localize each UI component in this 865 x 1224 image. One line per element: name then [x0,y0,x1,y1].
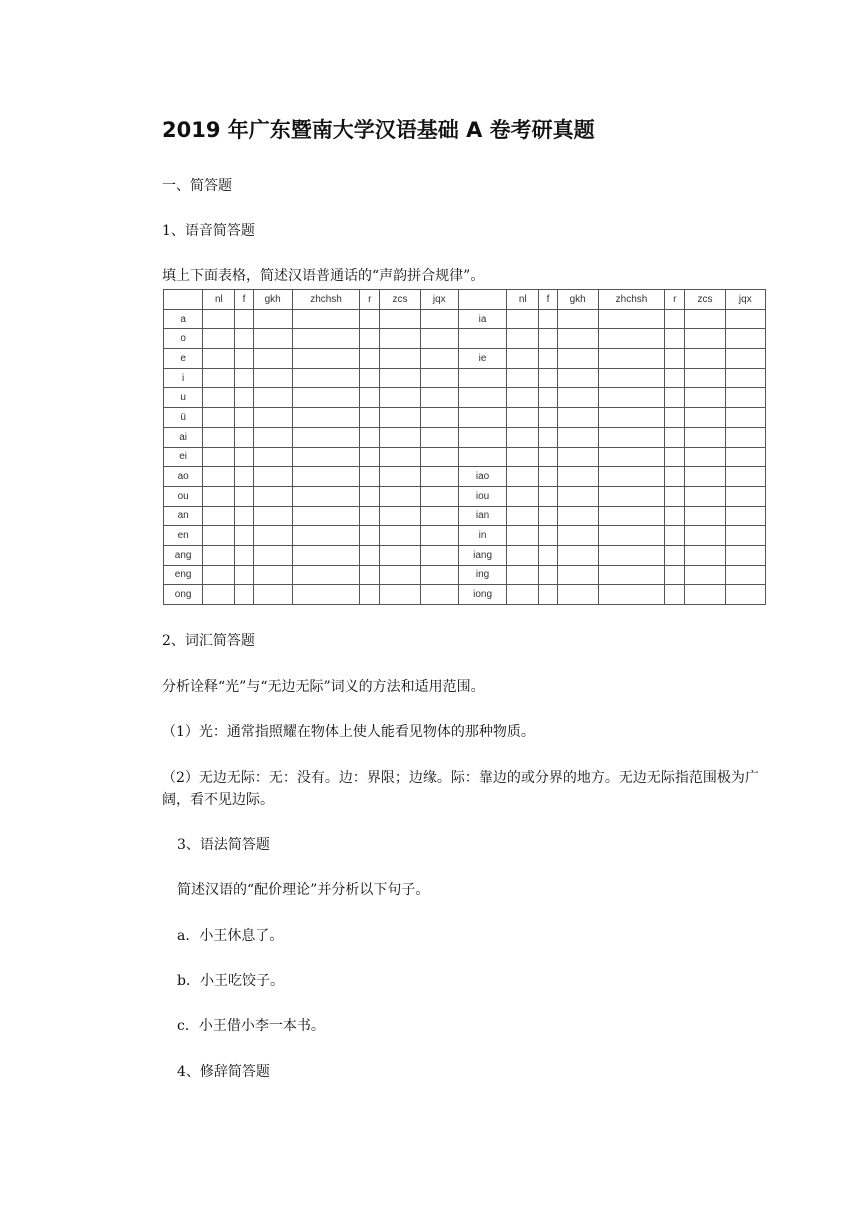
blank-cell [557,545,598,565]
blank-cell [360,388,380,408]
blank-cell [360,447,380,467]
header-initial-cell: zcs [685,290,725,310]
blank-cell [539,506,557,526]
final-label-cell: ing [458,565,506,585]
blank-cell [420,388,458,408]
table-row [164,368,766,388]
blank-cell [557,447,598,467]
header-corner-cell [164,290,203,310]
blank-cell [360,545,380,565]
blank-cell [539,427,557,447]
blank-cell [203,506,235,526]
blank-cell [557,309,598,329]
blank-cell [360,467,380,487]
blank-cell [557,368,598,388]
blank-cell [557,506,598,526]
blank-cell [598,349,664,369]
table-row [164,427,766,447]
blank-cell [292,329,359,349]
blank-cell [685,585,725,605]
question3-heading: 3、语法简答题 [177,837,270,853]
blank-cell [203,486,235,506]
page-title: 2019 年广东暨南大学汉语基础 A 卷考研真题 [162,118,595,142]
blank-cell [292,388,359,408]
blank-cell [203,467,235,487]
final-label-cell: a [164,309,203,329]
table-row [164,329,766,349]
final-label-cell: ia [458,309,506,329]
blank-cell [203,565,235,585]
question1-instruction: 填上下面表格，简述汉语普通话的“声韵拼合规律”。 [162,268,485,284]
blank-cell [360,585,380,605]
blank-cell [685,349,725,369]
final-label-cell: ong [164,585,203,605]
blank-cell [507,349,539,369]
final-label-cell: e [164,349,203,369]
blank-cell [360,526,380,546]
blank-cell [420,565,458,585]
table-row [164,388,766,408]
header-initial-cell: r [360,290,380,310]
sentence-c: c．小王借小李一本书。 [177,1018,325,1034]
blank-cell [539,467,557,487]
blank-cell [598,526,664,546]
blank-cell [598,408,664,428]
table-row [164,486,766,506]
blank-cell [598,427,664,447]
header-initial-cell: nl [507,290,539,310]
blank-cell [539,329,557,349]
blank-cell [725,486,765,506]
blank-cell [725,368,765,388]
blank-cell [665,526,685,546]
blank-cell [380,427,420,447]
final-label-cell: ie [458,349,506,369]
blank-cell [539,388,557,408]
blank-cell [360,565,380,585]
blank-cell [235,447,253,467]
blank-cell [507,427,539,447]
blank-cell [235,467,253,487]
blank-cell [685,408,725,428]
blank-cell [235,388,253,408]
question2-item1: （1）光：通常指照耀在物体上使人能看见物体的那种物质。 [162,724,535,740]
table-row [164,447,766,467]
blank-cell [507,388,539,408]
blank-cell [665,447,685,467]
final-label-cell: ang [164,545,203,565]
blank-cell [598,388,664,408]
blank-cell [253,585,292,605]
final-label-cell [458,447,506,467]
final-label-cell: ou [164,486,203,506]
blank-cell [725,467,765,487]
table-row [164,408,766,428]
blank-cell [203,349,235,369]
final-label-cell [458,368,506,388]
blank-cell [380,349,420,369]
header-initial-cell: zhchsh [292,290,359,310]
header-initial-cell: jqx [725,290,765,310]
blank-cell [725,408,765,428]
blank-cell [235,545,253,565]
blank-cell [539,545,557,565]
blank-cell [557,526,598,546]
final-label-cell: i [164,368,203,388]
header-initial-cell: gkh [253,290,292,310]
blank-cell [420,427,458,447]
final-label-cell: ian [458,506,506,526]
question4-heading: 4、修辞简答题 [177,1064,270,1080]
blank-cell [253,506,292,526]
blank-cell [685,368,725,388]
blank-cell [598,506,664,526]
blank-cell [380,545,420,565]
header-initial-cell: nl [203,290,235,310]
blank-cell [292,486,359,506]
blank-cell [665,565,685,585]
blank-cell [685,447,725,467]
blank-cell [539,447,557,467]
blank-cell [557,329,598,349]
header-initial-cell: zhchsh [598,290,664,310]
blank-cell [380,309,420,329]
blank-cell [539,486,557,506]
blank-cell [539,368,557,388]
blank-cell [665,388,685,408]
blank-cell [203,526,235,546]
final-label-cell [458,388,506,408]
blank-cell [539,408,557,428]
blank-cell [598,486,664,506]
header-initial-cell: zcs [380,290,420,310]
blank-cell [685,467,725,487]
blank-cell [557,408,598,428]
blank-cell [420,349,458,369]
blank-cell [420,526,458,546]
blank-cell [665,506,685,526]
blank-cell [292,349,359,369]
blank-cell [557,349,598,369]
final-label-cell [458,427,506,447]
table-row [164,309,766,329]
final-label-cell: o [164,329,203,349]
blank-cell [420,486,458,506]
final-label-cell: ao [164,467,203,487]
blank-cell [725,349,765,369]
blank-cell [665,545,685,565]
blank-cell [685,486,725,506]
table-header-row [164,290,766,310]
blank-cell [539,585,557,605]
blank-cell [685,565,725,585]
blank-cell [665,368,685,388]
blank-cell [725,309,765,329]
blank-cell [292,447,359,467]
blank-cell [292,309,359,329]
blank-cell [292,585,359,605]
blank-cell [253,349,292,369]
blank-cell [292,526,359,546]
blank-cell [420,309,458,329]
blank-cell [360,408,380,428]
table-row [164,565,766,585]
blank-cell [507,486,539,506]
blank-cell [380,486,420,506]
blank-cell [598,368,664,388]
blank-cell [420,506,458,526]
blank-cell [725,427,765,447]
blank-cell [598,565,664,585]
blank-cell [557,427,598,447]
final-label-cell: iong [458,585,506,605]
table-row [164,585,766,605]
blank-cell [360,329,380,349]
blank-cell [685,309,725,329]
blank-cell [420,545,458,565]
final-label-cell: en [164,526,203,546]
blank-cell [725,447,765,467]
blank-cell [253,368,292,388]
blank-cell [235,349,253,369]
table-row [164,545,766,565]
blank-cell [253,329,292,349]
final-label-cell: an [164,506,203,526]
blank-cell [725,565,765,585]
blank-cell [665,329,685,349]
blank-cell [557,565,598,585]
blank-cell [380,329,420,349]
blank-cell [292,368,359,388]
blank-cell [420,329,458,349]
blank-cell [725,585,765,605]
blank-cell [598,585,664,605]
blank-cell [557,585,598,605]
blank-cell [665,585,685,605]
blank-cell [507,467,539,487]
table-row [164,506,766,526]
blank-cell [685,329,725,349]
table-row [164,467,766,487]
blank-cell [253,467,292,487]
section-heading: 一、简答题 [162,178,232,194]
blank-cell [253,447,292,467]
blank-cell [685,506,725,526]
blank-cell [203,408,235,428]
blank-cell [360,309,380,329]
final-label-cell: u [164,388,203,408]
blank-cell [203,447,235,467]
blank-cell [685,526,725,546]
blank-cell [598,467,664,487]
blank-cell [665,309,685,329]
question3-instruction: 简述汉语的“配价理论”并分析以下句子。 [177,882,430,898]
blank-cell [598,447,664,467]
blank-cell [203,388,235,408]
blank-cell [292,467,359,487]
blank-cell [507,329,539,349]
blank-cell [665,486,685,506]
final-label-cell: eng [164,565,203,585]
blank-cell [725,545,765,565]
blank-cell [380,447,420,467]
blank-cell [685,427,725,447]
blank-cell [380,585,420,605]
blank-cell [507,408,539,428]
blank-cell [253,545,292,565]
blank-cell [507,526,539,546]
final-label-cell: iao [458,467,506,487]
blank-cell [507,368,539,388]
blank-cell [380,408,420,428]
phonetics-table [163,289,766,605]
blank-cell [665,467,685,487]
blank-cell [203,585,235,605]
blank-cell [235,506,253,526]
blank-cell [203,545,235,565]
blank-cell [420,585,458,605]
final-label-cell: iou [458,486,506,506]
blank-cell [292,506,359,526]
blank-cell [235,309,253,329]
blank-cell [360,427,380,447]
sentence-a: a．小王休息了。 [177,928,284,944]
final-label-cell: ai [164,427,203,447]
header-initial-cell: gkh [557,290,598,310]
blank-cell [539,526,557,546]
blank-cell [725,506,765,526]
blank-cell [725,388,765,408]
blank-cell [420,447,458,467]
blank-cell [507,506,539,526]
blank-cell [598,329,664,349]
blank-cell [360,368,380,388]
blank-cell [380,506,420,526]
question1-heading: 1、语音简答题 [162,223,255,239]
blank-cell [665,427,685,447]
blank-cell [292,545,359,565]
blank-cell [292,408,359,428]
final-label-cell: ü [164,408,203,428]
sentence-b: b．小王吃饺子。 [177,973,284,989]
blank-cell [360,486,380,506]
blank-cell [203,329,235,349]
final-label-cell [458,408,506,428]
blank-cell [292,427,359,447]
blank-cell [253,408,292,428]
table-row [164,526,766,546]
blank-cell [557,467,598,487]
blank-cell [507,565,539,585]
blank-cell [539,565,557,585]
blank-cell [380,565,420,585]
blank-cell [539,349,557,369]
header-corner-cell [458,290,506,310]
blank-cell [203,368,235,388]
blank-cell [360,506,380,526]
header-initial-cell: jqx [420,290,458,310]
blank-cell [507,585,539,605]
blank-cell [685,388,725,408]
header-initial-cell: f [539,290,557,310]
blank-cell [420,467,458,487]
blank-cell [507,309,539,329]
blank-cell [380,467,420,487]
blank-cell [685,545,725,565]
blank-cell [557,486,598,506]
blank-cell [235,585,253,605]
final-label-cell: iang [458,545,506,565]
blank-cell [253,486,292,506]
blank-cell [235,329,253,349]
blank-cell [360,349,380,369]
blank-cell [507,545,539,565]
blank-cell [235,565,253,585]
blank-cell [380,526,420,546]
blank-cell [253,565,292,585]
blank-cell [253,388,292,408]
blank-cell [235,427,253,447]
blank-cell [725,526,765,546]
blank-cell [507,447,539,467]
question2-item2: （2）无边无际：无：没有。边：界限；边缘。际：靠边的或分界的地方。无边无际指范围极为广阔，看不见边际。 [162,770,759,808]
blank-cell [203,309,235,329]
blank-cell [253,526,292,546]
blank-cell [292,565,359,585]
blank-cell [665,349,685,369]
blank-cell [725,329,765,349]
blank-cell [598,545,664,565]
question2-instruction: 分析诠释“光”与“无边无际”词义的方法和适用范围。 [162,679,485,695]
blank-cell [253,427,292,447]
blank-cell [235,368,253,388]
header-initial-cell: f [235,290,253,310]
final-label-cell [458,329,506,349]
blank-cell [420,408,458,428]
blank-cell [539,309,557,329]
blank-cell [665,408,685,428]
blank-cell [235,526,253,546]
table-row [164,349,766,369]
blank-cell [203,427,235,447]
header-initial-cell: r [665,290,685,310]
blank-cell [380,388,420,408]
blank-cell [380,368,420,388]
blank-cell [420,368,458,388]
final-label-cell: ei [164,447,203,467]
blank-cell [253,309,292,329]
question2-heading: 2、词汇简答题 [162,633,255,649]
blank-cell [557,388,598,408]
blank-cell [598,309,664,329]
final-label-cell: in [458,526,506,546]
blank-cell [235,486,253,506]
blank-cell [235,408,253,428]
